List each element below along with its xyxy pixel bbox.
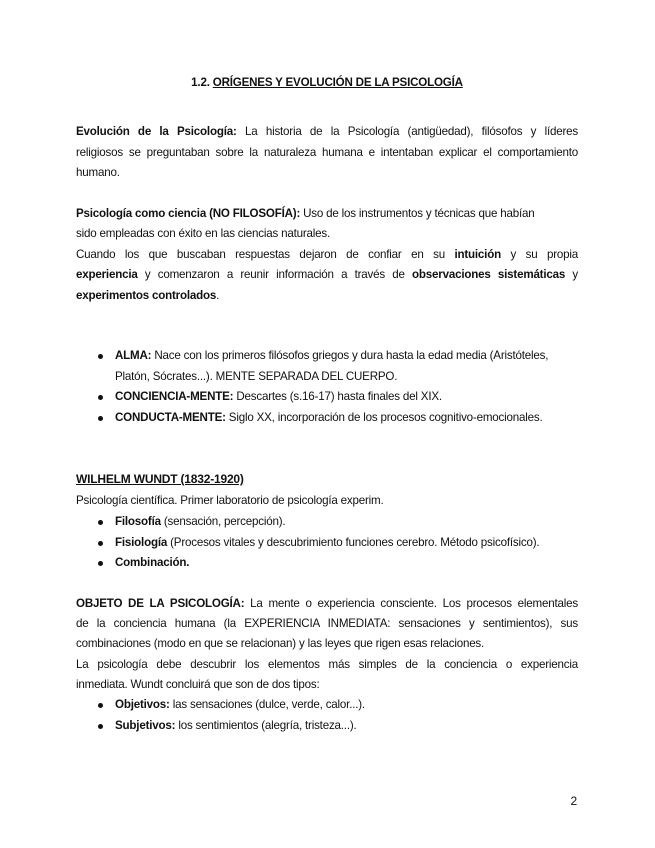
bullet-icon xyxy=(98,541,103,546)
section-title xyxy=(76,76,578,89)
bullet-icon xyxy=(98,520,103,525)
objeto-line-2: de la conciencia humana (la EXPERIENCIA INMEDIATA: sensaciones y sentimientos), sus xyxy=(76,617,578,630)
evolucion-line-2: religiosos se preguntaban sobre la naturaleza humana e intentaban explicar el comportamiento xyxy=(76,146,578,159)
objeto-item-text: los sentimientos (alegría, tristeza...). xyxy=(175,718,357,732)
etapa-label: CONCIENCIA-MENTE: xyxy=(115,390,234,403)
ciencia-text-1: Uso de los instrumentos y técnicas que habían xyxy=(300,207,535,220)
objeto-list xyxy=(76,695,578,736)
ciencia-p2-i: . xyxy=(216,289,220,302)
list-item xyxy=(76,346,578,387)
etapas-list xyxy=(76,346,578,428)
evolucion-label: Evolución de la Psicología: xyxy=(76,125,237,138)
objeto-text-1: La mente o experiencia consciente. Los procesos elementales xyxy=(244,597,578,610)
bullet-icon xyxy=(98,724,103,729)
etapa-text: Nace con los primeros filósofos griegos y dura hasta la edad media (Aristóteles, xyxy=(151,349,549,362)
ciencia-p2-g: y xyxy=(565,268,578,281)
list-item xyxy=(76,512,578,533)
wundt-item-label: Combinación. xyxy=(115,556,190,569)
objeto-line-3: combinaciones (modo en que se relacionan) y las leyes que rigen esas relaciones. xyxy=(76,637,485,650)
section-title-text: ORÍGENES Y EVOLUCIÓN DE LA PSICOLOGÍA xyxy=(212,76,463,89)
bullet-icon xyxy=(98,354,103,359)
bullet-icon xyxy=(98,416,103,421)
wundt-list xyxy=(76,512,578,574)
etapa-text-2: Platón, Sócrates...). MENTE SEPARADA DEL CUERPO. xyxy=(115,369,398,383)
ciencia-line-4 xyxy=(76,265,578,286)
etapa-label: ALMA: xyxy=(115,349,152,362)
etapa-label: CONDUCTA-MENTE: xyxy=(115,410,226,424)
ciencia-line-1 xyxy=(76,204,578,225)
wundt-item-text: (Procesos vitales y descubrimiento funciones cerebro. Método psicofísico). xyxy=(167,535,540,549)
objeto-line-5: inmediata. Wundt concluirá que son de dos tipos: xyxy=(76,678,320,691)
wundt-heading: WILHELM WUNDT (1832-1920) xyxy=(76,472,244,486)
ciencia-observaciones: observaciones sistemáticas xyxy=(412,268,566,281)
list-item xyxy=(76,387,578,408)
ciencia-experimentos: experimentos controlados xyxy=(76,289,217,302)
etapa-text: Descartes (s.16-17) hasta finales del XIX. xyxy=(233,390,442,403)
ciencia-line-2: sido empleadas con éxito en las ciencias naturales. xyxy=(76,227,331,240)
list-item xyxy=(76,695,578,716)
ciencia-p2-c: y su propia xyxy=(500,248,578,261)
ciencia-line-3 xyxy=(76,245,578,266)
bullet-icon xyxy=(98,703,103,708)
objeto-item-label: Subjetivos: xyxy=(115,718,176,732)
bullet-icon xyxy=(98,561,103,566)
section-number: 1.2. xyxy=(191,76,210,89)
wundt-item-text: (sensación, percepción). xyxy=(160,515,286,528)
objeto-line-4: La psicología debe descubrir los elementos más simples de la conciencia o experiencia xyxy=(76,658,578,671)
evolucion-text-1: La historia de la Psicología (antigüedad), filósofos y líderes xyxy=(236,125,578,138)
list-item xyxy=(76,408,578,429)
ciencia-line-5 xyxy=(76,286,578,307)
objeto-item-text: las sensaciones (dulce, verde, calor...). xyxy=(169,698,365,711)
wundt-item-label: Filosofía xyxy=(115,515,161,528)
evolucion-line-3: humano. xyxy=(76,166,120,179)
wundt-item-label: Fisiología xyxy=(115,535,168,549)
ciencia-p2-e: y comenzaron a reunir información a través de xyxy=(137,268,413,281)
objeto-line-1 xyxy=(76,594,578,615)
etapa-text: Siglo XX, incorporación de los procesos cognitivo-emocionales. xyxy=(225,410,543,424)
objeto-item-label: Objetivos: xyxy=(115,698,170,711)
evolucion-line-1 xyxy=(76,122,578,143)
ciencia-intuicion: intuición xyxy=(454,248,501,261)
list-item xyxy=(76,716,578,737)
list-item xyxy=(76,553,578,574)
bullet-icon xyxy=(98,395,103,400)
wundt-intro: Psicología científica. Primer laboratorio de psicología experim. xyxy=(76,494,384,507)
ciencia-experiencia: experiencia xyxy=(76,268,138,281)
objeto-label: OBJETO DE LA PSICOLOGÍA: xyxy=(76,597,245,610)
list-item xyxy=(76,533,578,554)
ciencia-label: Psicología como ciencia (NO FILOSOFÍA): xyxy=(76,207,301,220)
page-number: 2 xyxy=(570,794,577,808)
ciencia-p2-a: Cuando los que buscaban respuestas dejaron de confiar en su xyxy=(76,248,455,261)
